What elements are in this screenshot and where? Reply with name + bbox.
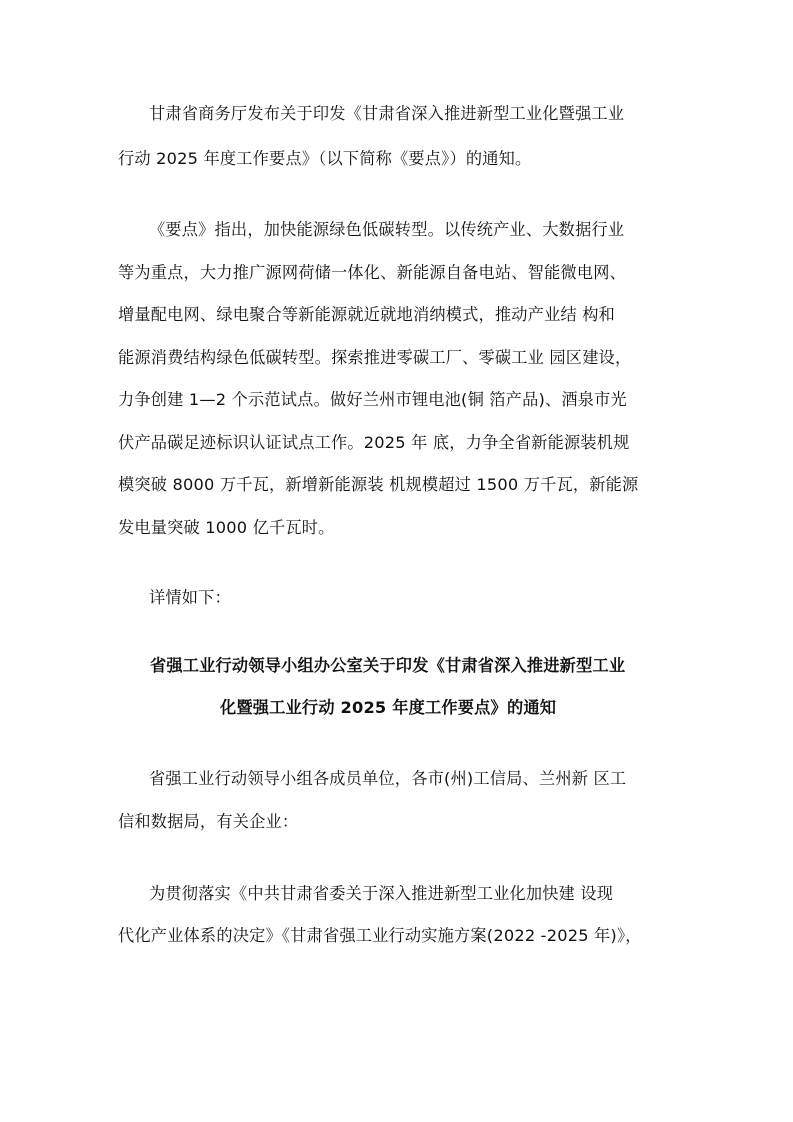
body-line-1: 为贯彻落实《中共甘肃省委关于深入推进新型工业化加快建 设现 [149, 884, 614, 903]
paragraph-intro-line-2: 行动 2025 年度工作要点》（以下简称《要点》）的通知。 [118, 149, 532, 168]
notice-title-line-1: 省强工业行动领导小组办公室关于印发《甘肃省深入推进新型工业 [150, 656, 626, 675]
addressee-line-1: 省强工业行动领导小组各成员单位，各市(州)工信局、兰州新 区工 [149, 769, 627, 788]
paragraph-summary-line-3: 增量配电网、绿电聚合等新能源就近就地消纳模式，推动产业结 构和 [118, 305, 615, 324]
details-intro-line: 详情如下： [149, 588, 231, 607]
addressee-line-2: 信和数据局，有关企业： [118, 812, 299, 831]
paragraph-summary-line-7: 模突破 8000 万千瓦，新增新能源装 机规模超过 1500 万千瓦，新能源 [118, 475, 639, 494]
paragraph-summary-line-5: 力争创建 1—2 个示范试点。做好兰州市锂电池(铜 箔产品)、酒泉市光 [118, 390, 627, 409]
paragraph-summary-line-6: 伏产品碳足迹标识认证试点工作。2025 年 底，力争全省新能源装机规 [118, 433, 630, 452]
paragraph-summary-line-2: 等为重点，大力推广源网荷储一体化、新能源自备电站、智能微电网、 [118, 263, 627, 282]
paragraph-summary-line-8: 发电量突破 1000 亿千瓦时。 [118, 518, 335, 537]
paragraph-summary-line-1: 《要点》指出，加快能源绿色低碳转型。以传统产业、大数据行业 [149, 220, 625, 239]
paragraph-summary-line-4: 能源消费结构绿色低碳转型。探索推进零碳工厂、零碳工业 园区建设， [118, 348, 632, 367]
paragraph-intro-line-1: 甘肃省商务厅发布关于印发《甘肃省深入推进新型工业化暨强工业 [149, 104, 625, 123]
body-line-2: 代化产业体系的决定》《甘肃省强工业行动实施方案(2022 -2025 年)》， [118, 926, 642, 945]
notice-title-line-2: 化暨强工业行动 2025 年度工作要点》的通知 [220, 698, 557, 717]
